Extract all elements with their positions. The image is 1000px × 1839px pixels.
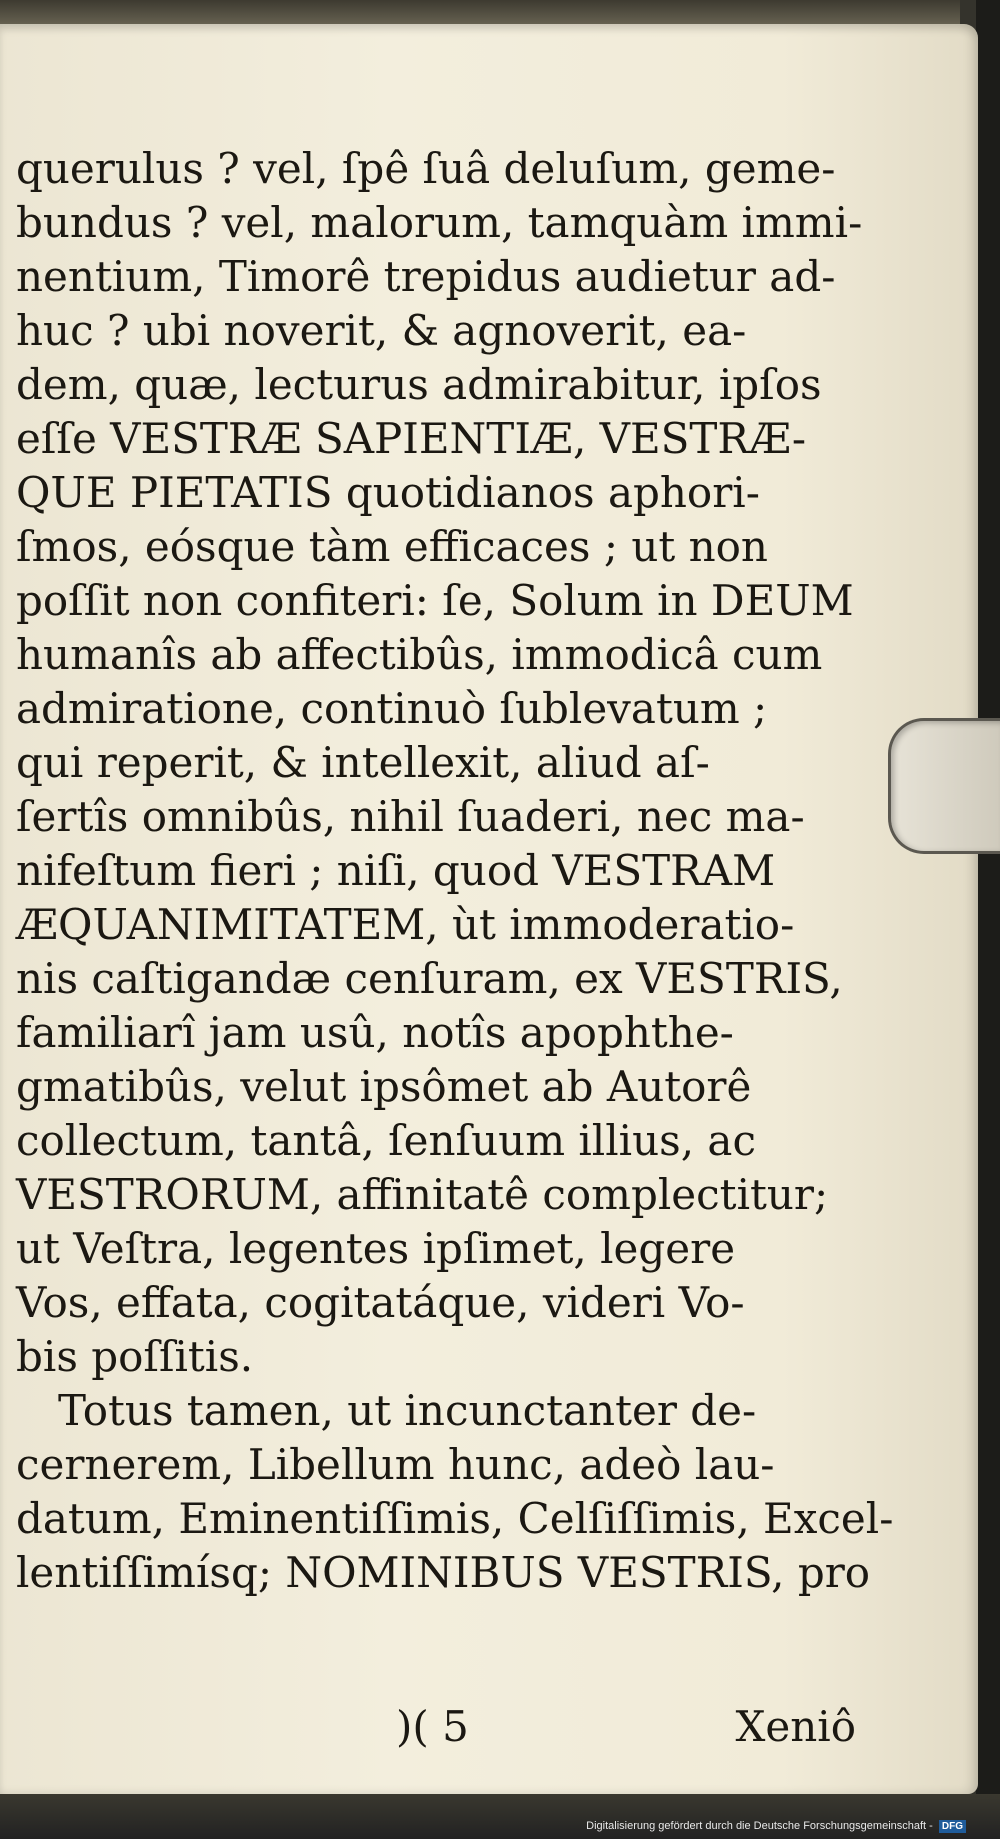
text-line: eſſe VESTRÆ SAPIENTIÆ, VESTRÆ-: [16, 414, 807, 463]
text-line: querulus ? vel, ſpê ſuâ deluſum, geme-: [16, 144, 836, 193]
book-clasp: [888, 718, 1000, 854]
text-line: ſmos, eósque tàm efficaces ; ut non: [16, 522, 768, 571]
text-line: ÆQUANIMITATEM, ùt immoderatio-: [16, 900, 795, 949]
dfg-logo: DFG: [939, 1820, 966, 1833]
page-foot: [16, 1702, 856, 1762]
text-line: ut Veſtra, legentes ipſimet, legere: [16, 1224, 736, 1273]
text-line: admiratione, continuò ſublevatum ;: [16, 684, 768, 733]
text-line: bundus ? vel, malorum, tamquàm immi-: [16, 198, 863, 247]
text-line: VESTRORUM, affinitatê complectitur;: [16, 1170, 829, 1219]
text-line: gmatibûs, velut ipsômet ab Autorê: [16, 1062, 752, 1111]
credit-text: Digitalisierung gefördert durch die Deutsche Forschungsgemeinschaft -: [586, 1820, 933, 1832]
scan-border-right: [976, 0, 1000, 1839]
scan-border-bottom: [0, 1794, 1000, 1839]
text-line: cernerem, Libellum hunc, adeò lau-: [16, 1440, 775, 1489]
text-line: huc ? ubi noverit, & agnoverit, ea-: [16, 306, 747, 355]
text-line: QUE PIETATIS quotidianos aphori-: [16, 468, 760, 517]
text-line: humanîs ab affectibûs, immodicâ cum: [16, 630, 823, 679]
text-line: nifeſtum fieri ; niſi, quod VESTRAM: [16, 846, 776, 895]
text-line: poſſit non confiteri: ſe, Solum in DEUM: [16, 576, 854, 625]
body-text: [16, 142, 894, 1751]
text-line: nentium, Timorê trepidus audietur ad-: [16, 252, 836, 301]
digitization-credit: [586, 1820, 966, 1833]
text-line: datum, Eminentiſſimis, Celſiſſimis, Excel-: [16, 1494, 894, 1543]
text-line: Totus tamen, ut incunctanter de-: [58, 1386, 757, 1435]
text-line: lentiſſimísq; NOMINIBUS VESTRIS, pro: [16, 1548, 871, 1597]
text-line: familiarî jam usû, notîs apophthe-: [16, 1008, 734, 1057]
text-line: dem, quæ, lecturus admirabitur, ipſos: [16, 360, 822, 409]
text-line: bis poſſitis.: [16, 1332, 254, 1381]
text-line: nis caſtigandæ cenſuram, ex VESTRIS,: [16, 954, 843, 1003]
page-leaf: [0, 24, 978, 1794]
text-line: Vos, effata, cogitatáque, videri Vo-: [16, 1278, 745, 1327]
text-line: collectum, tantâ, ſenſuum illius, ac: [16, 1116, 756, 1165]
text-line: qui reperit, & intellexit, aliud aſ-: [16, 738, 710, 787]
text-line: ſertîs omnibûs, nihil ſuaderi, nec ma-: [16, 792, 805, 841]
catchword: Xeniô: [735, 1702, 856, 1751]
signature-mark: )( 5: [396, 1702, 469, 1751]
